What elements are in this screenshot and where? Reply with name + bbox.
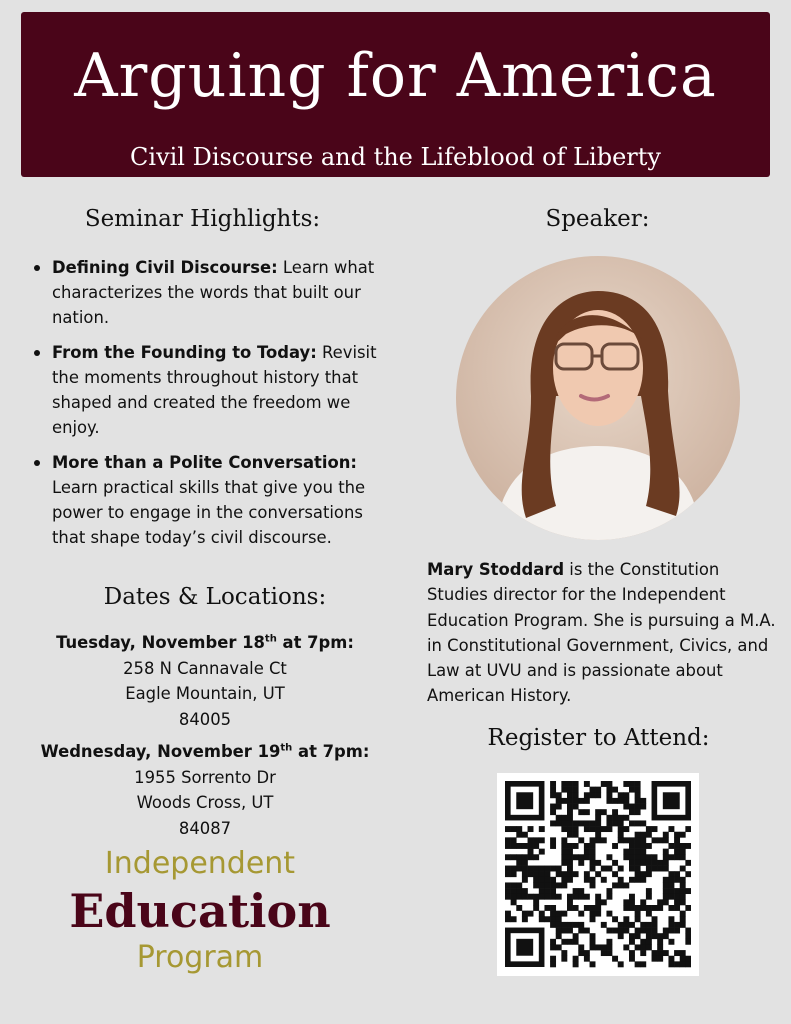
highlights-heading: Seminar Highlights: [84,206,321,232]
event-title: Arguing for America [74,41,717,111]
qr-code-icon [505,781,691,968]
logo-line-independent: Independent [104,846,296,881]
title-banner [21,12,770,177]
event-zip: 84087 [178,818,232,838]
highlights-list [30,255,385,560]
highlight-title: Defining Civil Discourse: [52,258,278,277]
speaker-bio [427,557,777,709]
event-subtitle: Civil Discourse and the Lifeblood of Liberty [130,143,661,171]
event-city: Woods Cross, UT [136,793,274,812]
highlight-item [30,255,385,330]
highlight-text: Learn practical skills that give you the power to engage in the conversations that shape today’s civil discourse. [52,478,366,547]
highlight-item [30,340,385,440]
highlight-title: From the Founding to Today: [52,343,317,362]
event-street: 258 N Cannavale Ct [123,658,287,678]
organization-logo [50,845,350,977]
event-street: 1955 Sorrento Dr [134,767,276,787]
event-wednesday [20,739,390,841]
speaker-heading: Speaker: [545,206,650,232]
logo-line-education: Education [69,884,331,938]
event-tuesday [20,630,390,732]
speaker-bio-text: is the Constitution Studies director for the Independent Education Program. She is pursuing a M.A. in Constitutional Government, Civics, and Law at UVU and is passionate about American History. [427,560,776,706]
highlight-title: More than a Polite Conversation: [52,453,357,472]
highlight-text: Revisit the moments throughout history that shaped and created the freedom we enjoy. [52,343,377,437]
logo-line-program: Program [136,940,264,975]
event-datetime: Wednesday, November 19th at 7pm: [40,742,370,761]
highlight-item [30,450,385,550]
event-city: Eagle Mountain, UT [125,684,285,703]
event-zip: 84005 [178,709,232,729]
highlight-text: Learn what characterizes the words that built our nation. [52,258,375,327]
dates-heading: Dates & Locations: [103,584,327,610]
registration-qr-code[interactable] [497,773,699,976]
speaker-photo [456,256,740,540]
speaker-name: Mary Stoddard [427,560,565,579]
register-heading: Register to Attend: [487,725,710,751]
event-datetime: Tuesday, November 18th at 7pm: [56,633,354,652]
